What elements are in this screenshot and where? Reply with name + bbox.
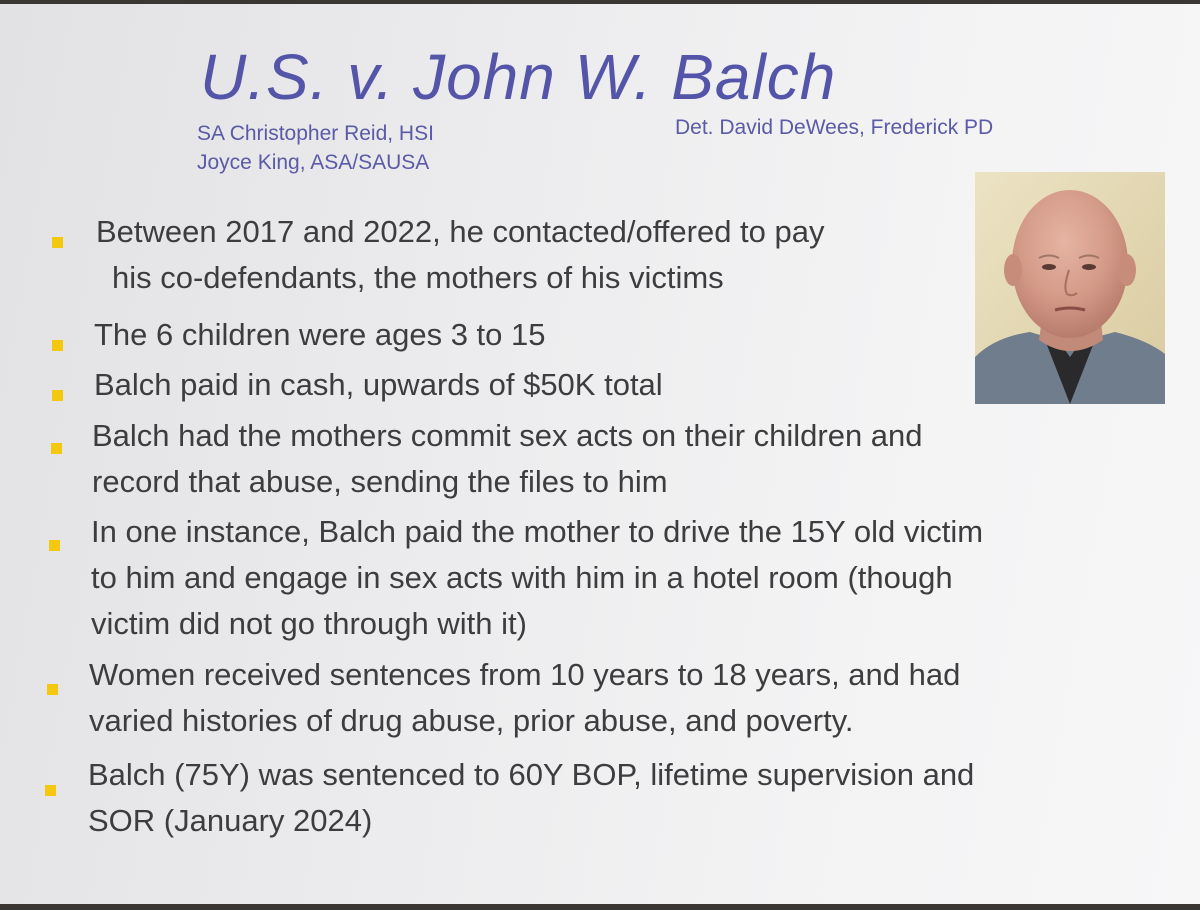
bullet-1-line-2: his co-defendants, the mothers of his victims — [112, 260, 724, 295]
mugshot-illustration — [975, 172, 1165, 404]
bullet-marker-1 — [52, 237, 63, 248]
bullet-1-line-1: Between 2017 and 2022, he contacted/offered to pay — [96, 214, 825, 249]
bullet-3-line-1: Balch paid in cash, upwards of $50K total — [94, 367, 663, 402]
bullet-item-1 — [96, 209, 825, 301]
bullet-4-line-1: Balch had the mothers commit sex acts on their children and — [92, 418, 923, 453]
bullet-item-2 — [94, 312, 546, 358]
mugshot-photo — [975, 172, 1165, 404]
credit-prosecutor: Joyce King, ASA/SAUSA — [197, 151, 430, 174]
credit-detective: Det. David DeWees, Frederick PD — [675, 116, 994, 139]
bullet-item-7 — [88, 752, 974, 844]
bullet-5-line-2: to him and engage in sex acts with him in a hotel room (though — [91, 560, 953, 595]
bullet-marker-5 — [49, 540, 60, 551]
bullet-marker-2 — [52, 340, 63, 351]
bullet-4-line-2: record that abuse, sending the files to him — [92, 464, 668, 499]
bullet-item-4 — [92, 413, 923, 505]
bullet-item-3 — [94, 362, 663, 408]
bullet-5-line-3: victim did not go through with it) — [91, 606, 527, 641]
bullet-6-line-2: varied histories of drug abuse, prior abuse, and poverty. — [89, 703, 854, 738]
bullet-item-5 — [91, 509, 983, 647]
bullet-6-line-1: Women received sentences from 10 years to 18 years, and had — [89, 657, 961, 692]
bullet-2-line-1: The 6 children were ages 3 to 15 — [94, 317, 546, 352]
bullet-marker-6 — [47, 684, 58, 695]
bullet-marker-4 — [51, 443, 62, 454]
bullet-5-line-1: In one instance, Balch paid the mother to drive the 15Y old victim — [91, 514, 984, 549]
credit-investigator: SA Christopher Reid, HSI — [197, 122, 434, 145]
presentation-slide — [0, 4, 1200, 904]
bullet-7-line-1: Balch (75Y) was sentenced to 60Y BOP, lifetime supervision and — [88, 757, 975, 792]
slide-title: U.S. v. John W. Balch — [200, 41, 837, 113]
bullet-7-line-2: SOR (January 2024) — [88, 803, 373, 838]
bullet-marker-7 — [45, 785, 56, 796]
bullet-marker-3 — [52, 390, 63, 401]
bullet-item-6 — [89, 652, 960, 744]
